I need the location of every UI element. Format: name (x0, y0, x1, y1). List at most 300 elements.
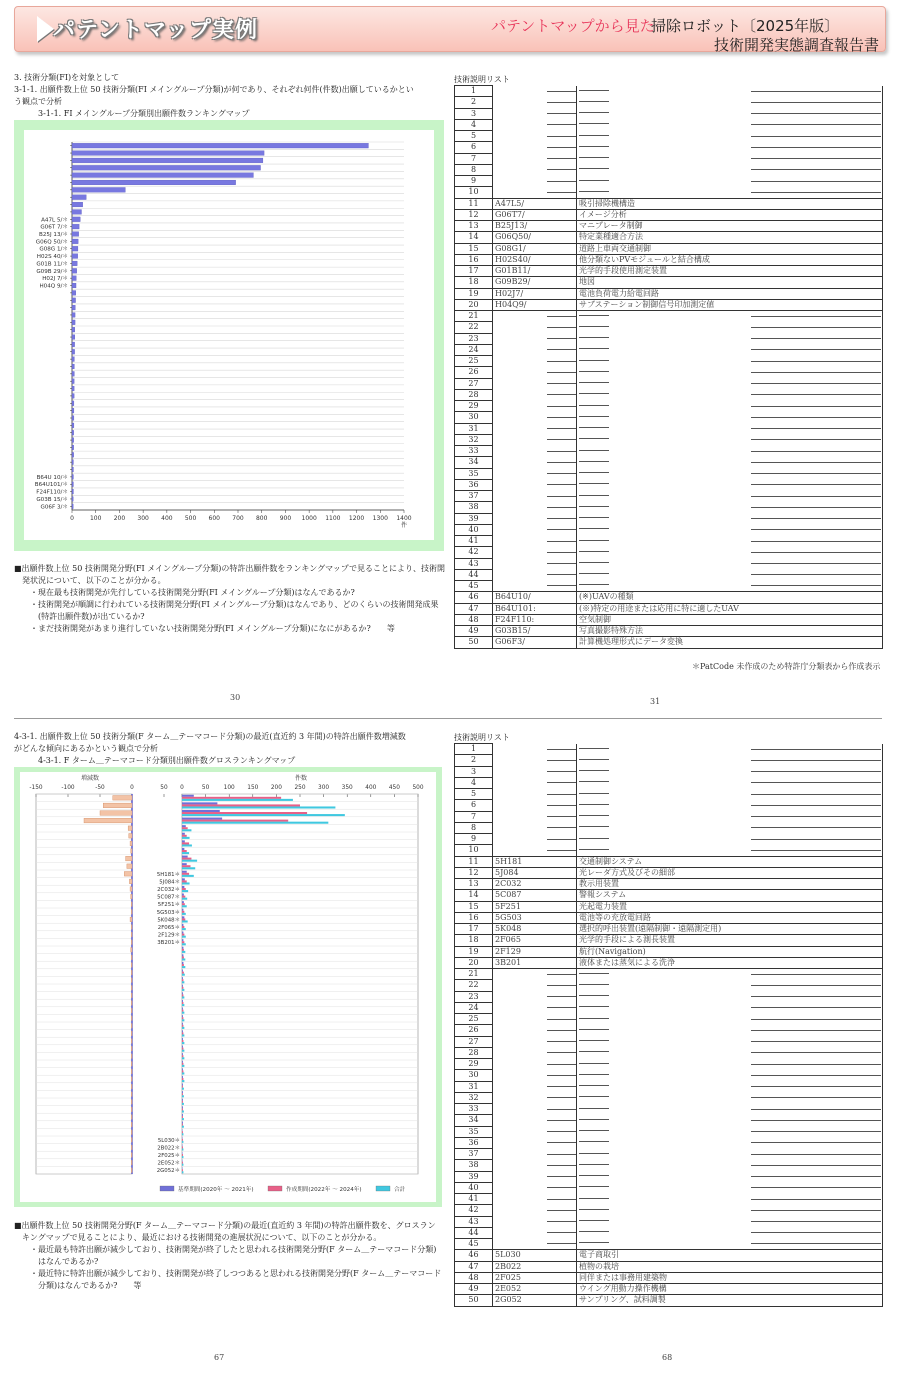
dash-placeholder (579, 1018, 609, 1019)
recent-bar (182, 941, 184, 943)
dash-placeholder (547, 439, 577, 440)
dash-placeholder (579, 382, 609, 383)
dash-placeholder (751, 794, 881, 795)
classification-description (577, 822, 883, 833)
base-bar (182, 947, 183, 949)
table-row (455, 1092, 883, 1103)
classification-code: 2F025 (493, 1272, 577, 1283)
change-bar (131, 1008, 132, 1013)
dash-placeholder (547, 1210, 577, 1211)
row-number: 27 (455, 1036, 493, 1047)
row-number: 45 (455, 581, 493, 592)
classification-code: H02S40/ (493, 254, 577, 265)
row-number: 30 (455, 1070, 493, 1081)
recent-bar (182, 1162, 183, 1164)
classification-description (577, 777, 883, 788)
dash-placeholder (547, 1075, 577, 1076)
category-label: 5J084＊ (159, 879, 180, 886)
base-bar (182, 1106, 183, 1108)
change-bar (131, 1160, 132, 1165)
base-bar (182, 795, 194, 797)
classification-description: 選択的呼出装置(遠隔制御・遠隔測定用) (577, 924, 883, 935)
table-row (455, 1171, 883, 1182)
dash-placeholder (547, 349, 577, 350)
classification-description (577, 1171, 883, 1182)
change-bar (103, 803, 132, 808)
recent-bar (182, 1093, 183, 1095)
total-bar (182, 852, 189, 854)
dash-placeholder (579, 838, 609, 839)
dash-placeholder (579, 1063, 609, 1064)
classification-code (493, 1194, 577, 1205)
total-bar (182, 1126, 184, 1128)
dash-placeholder (579, 483, 609, 484)
classification-code (493, 1126, 577, 1137)
classification-code (493, 777, 577, 788)
table-row (455, 1239, 883, 1250)
bar (72, 261, 77, 266)
base-bar (182, 977, 183, 979)
table-row (455, 822, 883, 833)
dash-placeholder (579, 1164, 609, 1165)
table-row (455, 777, 883, 788)
change-bar (126, 856, 132, 861)
dash-placeholder (579, 506, 609, 507)
dash-placeholder (751, 782, 881, 783)
dash-placeholder (547, 451, 577, 452)
row-number: 39 (455, 1171, 493, 1182)
dash-placeholder (751, 563, 881, 564)
table-row (455, 581, 883, 592)
classification-code (493, 1239, 577, 1250)
row-number: 37 (455, 1149, 493, 1160)
table-row (455, 789, 883, 800)
summary-line: ■出願件数上位 50 技術開発分野(FI メイングループ分類)の特許出願件数をランキングマップで見ることにより、技術開 (14, 564, 446, 573)
classification-code (493, 86, 577, 97)
page-number: 30 (230, 693, 241, 702)
dash-placeholder (547, 805, 577, 806)
x-tick-label: 50 (160, 785, 168, 791)
classification-description: 教示用装置 (577, 879, 883, 890)
table-row (455, 153, 883, 164)
classification-code: F24F110: (493, 614, 577, 625)
row-number: 19 (455, 288, 493, 299)
classification-description (577, 344, 883, 355)
table-row (455, 890, 883, 901)
summary-line: ・まだ技術開発があまり進行していない技術開発分野(FI メイングループ分類)になにがあるか? 等 (14, 624, 395, 633)
change-bar (131, 993, 132, 998)
x-tick-label: 500 (184, 515, 197, 522)
row-number: 4 (455, 777, 493, 788)
classification-code (493, 108, 577, 119)
row-number: 29 (455, 401, 493, 412)
dash-placeholder (751, 1064, 881, 1065)
dash-placeholder (751, 372, 881, 373)
dash-placeholder (751, 1165, 881, 1166)
classification-description: 吸引掃除機構造 (577, 198, 883, 209)
change-bar (131, 1130, 132, 1135)
dash-placeholder (547, 124, 577, 125)
x-tick-label: 700 (232, 515, 244, 522)
bar (72, 246, 78, 251)
table-row (455, 912, 883, 923)
total-bar (182, 1095, 184, 1097)
dash-placeholder (547, 1154, 577, 1155)
dash-placeholder (579, 1209, 609, 1210)
total-bar (182, 844, 192, 846)
change-bar (131, 932, 132, 937)
row-number: 1 (455, 744, 493, 755)
bar (72, 143, 368, 148)
row-number: 20 (455, 957, 493, 968)
table-row (455, 513, 883, 524)
bar (72, 460, 73, 465)
dash-placeholder (751, 827, 881, 828)
category-label: A47L 5/＊ (41, 217, 68, 224)
dash-placeholder (547, 192, 577, 193)
dash-placeholder (547, 1041, 577, 1042)
dash-placeholder (751, 349, 881, 350)
row-number: 48 (455, 614, 493, 625)
bar (72, 438, 74, 443)
dash-placeholder (547, 1019, 577, 1020)
row-number: 42 (455, 547, 493, 558)
dash-placeholder (547, 428, 577, 429)
classification-description (577, 153, 883, 164)
classification-description: 空気制御 (577, 614, 883, 625)
total-bar (182, 1171, 183, 1173)
row-number: 43 (455, 1216, 493, 1227)
category-label: 2G052＊ (156, 1168, 180, 1175)
change-bar (84, 818, 132, 823)
row-number: 22 (455, 980, 493, 991)
row-number: 6 (455, 142, 493, 153)
change-bar (129, 879, 132, 884)
base-bar (182, 886, 184, 888)
change-bar (131, 1046, 132, 1051)
base-bar (182, 848, 184, 850)
table-label: 技術説明リスト (454, 733, 510, 742)
dash-placeholder (751, 451, 881, 452)
dash-placeholder (751, 113, 881, 114)
bar (72, 467, 73, 472)
dash-placeholder (751, 529, 881, 530)
row-number: 41 (455, 1194, 493, 1205)
bar (72, 224, 79, 229)
classification-description: 光レーダ方式及びその細部 (577, 867, 883, 878)
x-tick-label: 400 (365, 785, 377, 791)
classification-description (577, 1115, 883, 1126)
dash-placeholder (751, 1142, 881, 1143)
summary-line: ・最近特に特許出願が減少しており、技術開発が終了しつつあると思われる技術開発分野(F ターム＿テーマコード (14, 1269, 442, 1278)
dash-placeholder (579, 326, 609, 327)
row-number: 18 (455, 935, 493, 946)
dash-placeholder (547, 1165, 577, 1166)
classification-description (577, 1227, 883, 1238)
table-row (455, 614, 883, 625)
dash-placeholder (579, 337, 609, 338)
classification-description (577, 547, 883, 558)
total-bar (182, 829, 191, 831)
table-row (455, 1036, 883, 1047)
page-divider (14, 718, 882, 719)
classification-code: A47L5/ (493, 198, 577, 209)
total-bar (182, 996, 184, 998)
base-bar (182, 840, 185, 842)
x-tick-label: 250 (294, 785, 306, 791)
classification-code (493, 434, 577, 445)
row-number: 46 (455, 592, 493, 603)
base-bar (182, 1099, 183, 1101)
dash-placeholder (579, 584, 609, 585)
dash-placeholder (547, 974, 577, 975)
table-row (455, 1070, 883, 1081)
table-row (455, 755, 883, 766)
classification-description (577, 1160, 883, 1171)
dash-placeholder (751, 383, 881, 384)
base-bar (182, 1068, 183, 1070)
row-number: 41 (455, 536, 493, 547)
bar (72, 291, 76, 296)
dash-placeholder (547, 850, 577, 851)
dash-placeholder (547, 1142, 577, 1143)
classification-description (577, 164, 883, 175)
classification-description (577, 581, 883, 592)
total-bar (182, 1012, 184, 1014)
table-row (455, 935, 883, 946)
dash-placeholder (579, 1130, 609, 1131)
dash-placeholder (579, 517, 609, 518)
base-bar (182, 985, 183, 987)
classification-code: 2E052 (493, 1284, 577, 1295)
total-bar (182, 1103, 184, 1105)
recent-bar (182, 896, 185, 898)
table-row (455, 378, 883, 389)
table-row (455, 119, 883, 130)
recent-bar (182, 858, 191, 860)
category-label: B64U 10/＊ (36, 474, 68, 481)
dash-placeholder (751, 1199, 881, 1200)
dash-placeholder (579, 1006, 609, 1007)
classification-description (577, 322, 883, 333)
dash-placeholder (751, 839, 881, 840)
row-number: 38 (455, 502, 493, 513)
x-tick-label: 300 (137, 515, 149, 522)
change-bar (131, 1016, 132, 1021)
base-bar (182, 818, 222, 820)
dash-placeholder (751, 316, 881, 317)
row-number: 49 (455, 1284, 493, 1295)
x-tick-label: 400 (161, 515, 173, 522)
bar (72, 349, 75, 354)
classification-code (493, 755, 577, 766)
legend-label: 基準期間(2020年 ～ 2021年) (178, 1187, 254, 1193)
table-row (455, 1194, 883, 1205)
bar (72, 268, 77, 273)
row-number: 5 (455, 789, 493, 800)
dash-placeholder (579, 393, 609, 394)
base-bar (182, 909, 183, 911)
change-bar (131, 849, 132, 854)
dash-placeholder (751, 1131, 881, 1132)
dash-placeholder (547, 496, 577, 497)
change-bar (131, 963, 132, 968)
classification-code (493, 1014, 577, 1025)
bar (72, 173, 253, 178)
dash-placeholder (547, 1221, 577, 1222)
category-label: 5L030＊ (157, 1137, 180, 1144)
recent-bar (182, 797, 281, 799)
classification-description (577, 446, 883, 457)
change-bar (131, 1100, 132, 1105)
total-bar (182, 1133, 183, 1135)
classification-code (493, 1070, 577, 1081)
dash-placeholder (547, 1052, 577, 1053)
classification-description (577, 119, 883, 130)
play-arrow-icon (37, 16, 54, 42)
total-bar (182, 905, 187, 907)
table-row (455, 1261, 883, 1272)
row-number: 15 (455, 243, 493, 254)
classification-description (577, 811, 883, 822)
row-number: 47 (455, 603, 493, 614)
row-number: 36 (455, 479, 493, 490)
base-bar (182, 1000, 183, 1002)
total-bar (182, 898, 187, 900)
classification-description (577, 491, 883, 502)
classification-description (577, 176, 883, 187)
classification-description: (※)特定の用途または応用に特に適したUAV (577, 603, 883, 614)
table-row (455, 401, 883, 412)
dash-placeholder (547, 1243, 577, 1244)
table-row (455, 232, 883, 243)
table-row (455, 980, 883, 991)
dash-placeholder (547, 518, 577, 519)
table-row (455, 811, 883, 822)
x-tick-label: -150 (29, 785, 43, 791)
table-row (455, 164, 883, 175)
bar (72, 298, 76, 303)
bar (72, 357, 74, 362)
summary-line: 発状況について、以下のことが分かる。 (14, 576, 166, 585)
classification-description (577, 1216, 883, 1227)
table-row (455, 524, 883, 535)
category-label: 3B201＊ (157, 940, 180, 947)
row-number: 25 (455, 1014, 493, 1025)
dash-placeholder (751, 102, 881, 103)
table-row (455, 1160, 883, 1171)
recent-bar (182, 1055, 183, 1057)
bar (72, 151, 264, 156)
base-bar (182, 863, 187, 865)
classification-code: G06Q50/ (493, 232, 577, 243)
classification-code (493, 969, 577, 980)
dash-placeholder (579, 826, 609, 827)
table-row (455, 344, 883, 355)
dash-placeholder (751, 507, 881, 508)
dash-placeholder (547, 316, 577, 317)
classification-code (493, 845, 577, 856)
change-bar (131, 1001, 132, 1006)
recent-bar (182, 827, 188, 829)
row-number: 45 (455, 1239, 493, 1250)
change-bar (131, 986, 132, 991)
row-number: 49 (455, 626, 493, 637)
dash-placeholder (751, 1210, 881, 1211)
dash-placeholder (547, 1064, 577, 1065)
table-row (455, 766, 883, 777)
dash-placeholder (579, 461, 609, 462)
x-tick-label: 900 (279, 515, 292, 522)
recent-bar (182, 1063, 183, 1065)
dash-placeholder (547, 1199, 577, 1200)
base-bar (182, 932, 183, 934)
bar (72, 371, 74, 376)
change-bar (131, 1107, 132, 1112)
category-label: 5K048＊ (157, 917, 180, 924)
table-row (455, 266, 883, 277)
table-row (455, 569, 883, 580)
classification-description (577, 800, 883, 811)
row-number: 12 (455, 867, 493, 878)
tech-description-table (454, 85, 883, 649)
summary-line: 分類)はなんであるか? 等 (14, 1281, 142, 1290)
x-tick-label: 1100 (325, 515, 341, 522)
change-bar (130, 917, 132, 922)
dash-placeholder (751, 91, 881, 92)
row-number: 3 (455, 108, 493, 119)
bar (72, 232, 79, 237)
dash-placeholder (579, 1242, 609, 1243)
x-tick-label: 200 (113, 515, 126, 522)
x-tick-label: 0 (180, 785, 184, 791)
section-heading: 3. 技術分類(FI)を対象として (14, 73, 120, 82)
base-bar (182, 1076, 183, 1078)
dash-placeholder (547, 1120, 577, 1121)
total-bar (182, 1080, 184, 1082)
dash-placeholder (579, 1119, 609, 1120)
table-row (455, 389, 883, 400)
x-tick-label: 100 (223, 785, 235, 791)
classification-code (493, 811, 577, 822)
dash-placeholder (751, 1232, 881, 1233)
change-bar (131, 1168, 132, 1173)
total-bar (182, 882, 190, 884)
bar (72, 445, 74, 450)
table-row (455, 209, 883, 220)
dash-placeholder (547, 771, 577, 772)
category-label: 2F025＊ (157, 1153, 180, 1159)
dash-placeholder (579, 1085, 609, 1086)
dash-placeholder (579, 1186, 609, 1187)
recent-bar (182, 1002, 183, 1004)
table-row (455, 434, 883, 445)
classification-description (577, 502, 883, 513)
total-bar (182, 966, 185, 968)
classification-description (577, 412, 883, 423)
recent-bar (182, 1040, 183, 1042)
row-number: 37 (455, 491, 493, 502)
dash-placeholder (751, 996, 881, 997)
dash-placeholder (751, 338, 881, 339)
classification-code: H04Q9/ (493, 299, 577, 310)
dash-placeholder (547, 827, 577, 828)
row-number: 32 (455, 1092, 493, 1103)
classification-code (493, 97, 577, 108)
classification-code (493, 558, 577, 569)
table-row (455, 254, 883, 265)
row-number: 21 (455, 969, 493, 980)
